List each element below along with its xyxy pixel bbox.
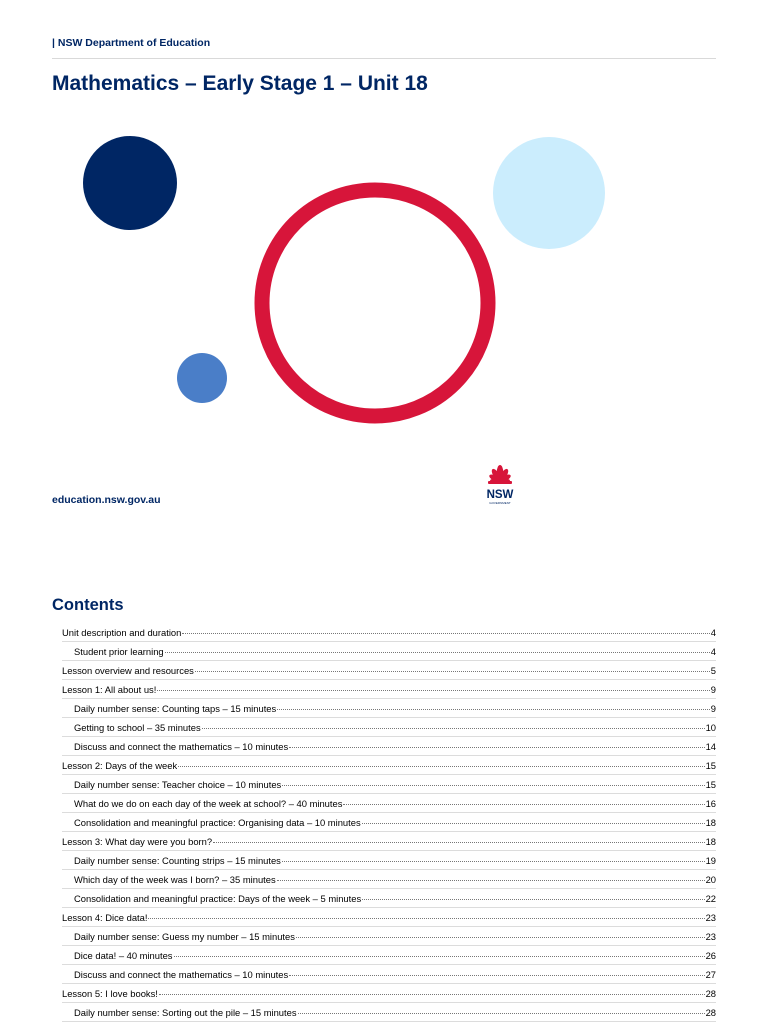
toc-entry-title: Lesson 3: What day were you born? <box>62 835 213 847</box>
toc-entry[interactable] <box>62 851 716 870</box>
toc-leader-dots <box>157 684 709 691</box>
document-title: Mathematics – Early Stage 1 – Unit 18 <box>52 72 428 95</box>
toc-page-number: 19 <box>705 854 716 866</box>
toc-entry[interactable] <box>62 737 716 756</box>
decorative-circles-graphic <box>52 117 716 435</box>
toc-page-number: 28 <box>705 1006 716 1018</box>
toc-page-number: 15 <box>705 778 716 790</box>
table-of-contents <box>62 623 716 1022</box>
toc-page-number: 9 <box>710 702 716 714</box>
toc-entry-title: Consolidation and meaningful practice: Organising data – 10 minutes <box>74 816 361 828</box>
mid-blue-circle <box>177 353 227 403</box>
toc-page-number: 23 <box>705 930 716 942</box>
toc-entry-title: Lesson 1: All about us! <box>62 683 157 695</box>
toc-entry[interactable] <box>62 756 716 775</box>
toc-entry[interactable] <box>62 927 716 946</box>
toc-leader-dots <box>343 798 704 805</box>
toc-leader-dots <box>178 760 704 767</box>
nsw-government-logo <box>474 463 526 509</box>
logo-wordmark: NSW <box>486 489 514 501</box>
toc-page-number: 4 <box>710 645 716 657</box>
toc-leader-dots <box>282 779 704 786</box>
toc-leader-dots <box>202 722 705 729</box>
toc-entry[interactable] <box>62 1003 716 1022</box>
toc-entry-title: What do we do on each day of the week at school? – 40 minutes <box>74 797 343 809</box>
toc-leader-dots <box>362 817 705 824</box>
toc-leader-dots <box>174 950 705 957</box>
toc-entry-title: Dice data! – 40 minutes <box>74 949 173 961</box>
toc-page-number: 20 <box>705 873 716 885</box>
toc-entry[interactable] <box>62 718 716 737</box>
toc-entry-title: Which day of the week was I born? – 35 minutes <box>74 873 276 885</box>
toc-entry[interactable] <box>62 984 716 1003</box>
toc-page-number: 26 <box>705 949 716 961</box>
toc-entry-title: Daily number sense: Sorting out the pile – 15 minutes <box>74 1006 297 1018</box>
toc-entry-title: Daily number sense: Counting strips – 15 minutes <box>74 854 281 866</box>
contents-heading: Contents <box>52 596 124 614</box>
toc-entry-title: Discuss and connect the mathematics – 10 minutes <box>74 740 289 752</box>
toc-leader-dots <box>282 855 705 862</box>
header-divider <box>52 58 716 59</box>
department-header: | NSW Department of Education <box>52 37 211 49</box>
toc-entry-title: Lesson 4: Dice data! <box>62 911 148 923</box>
toc-page-number: 23 <box>705 911 716 923</box>
toc-leader-dots <box>289 741 704 748</box>
logo-subtext: GOVERNMENT <box>489 501 511 505</box>
light-blue-circle <box>493 137 605 249</box>
toc-entry-title: Daily number sense: Guess my number – 15 minutes <box>74 930 295 942</box>
toc-entry[interactable] <box>62 965 716 984</box>
toc-entry-title: Getting to school – 35 minutes <box>74 721 201 733</box>
toc-page-number: 16 <box>705 797 716 809</box>
toc-page-number: 15 <box>705 759 716 771</box>
toc-leader-dots <box>195 665 710 672</box>
toc-entry[interactable] <box>62 889 716 908</box>
toc-entry[interactable] <box>62 680 716 699</box>
toc-page-number: 27 <box>705 968 716 980</box>
toc-entry[interactable] <box>62 699 716 718</box>
toc-entry[interactable] <box>62 813 716 832</box>
toc-leader-dots <box>277 703 710 710</box>
toc-page-number: 18 <box>705 816 716 828</box>
toc-entry[interactable] <box>62 661 716 680</box>
toc-page-number: 22 <box>705 892 716 904</box>
toc-entry[interactable] <box>62 775 716 794</box>
red-ring <box>262 190 488 416</box>
toc-entry-title: Lesson 2: Days of the week <box>62 759 178 771</box>
toc-entry[interactable] <box>62 832 716 851</box>
toc-page-number: 18 <box>705 835 716 847</box>
toc-leader-dots <box>213 836 704 843</box>
toc-leader-dots <box>165 646 710 653</box>
toc-entry-title: Daily number sense: Counting taps – 15 minutes <box>74 702 277 714</box>
toc-entry-title: Consolidation and meaningful practice: Days of the week – 5 minutes <box>74 892 362 904</box>
toc-page-number: 14 <box>705 740 716 752</box>
toc-entry-title: Lesson overview and resources <box>62 664 194 676</box>
toc-leader-dots <box>362 893 704 900</box>
toc-entry-title: Daily number sense: Teacher choice – 10 minutes <box>74 778 282 790</box>
toc-page-number: 9 <box>710 683 716 695</box>
toc-leader-dots <box>277 874 705 881</box>
toc-entry-title: Discuss and connect the mathematics – 10 minutes <box>74 968 289 980</box>
toc-leader-dots <box>289 969 704 976</box>
toc-leader-dots <box>148 912 704 919</box>
toc-page-number: 5 <box>710 664 716 676</box>
toc-entry[interactable] <box>62 642 716 661</box>
toc-page-number: 10 <box>705 721 716 733</box>
toc-entry[interactable] <box>62 794 716 813</box>
toc-leader-dots <box>182 627 709 634</box>
toc-leader-dots <box>298 1007 705 1014</box>
toc-entry[interactable] <box>62 908 716 927</box>
toc-entry-title: Student prior learning <box>74 645 164 657</box>
toc-leader-dots <box>159 988 705 995</box>
toc-entry[interactable] <box>62 870 716 889</box>
website-link[interactable]: education.nsw.gov.au <box>52 494 161 506</box>
toc-entry[interactable] <box>62 946 716 965</box>
toc-entry-title: Unit description and duration <box>62 626 182 638</box>
toc-leader-dots <box>296 931 705 938</box>
toc-page-number: 4 <box>710 626 716 638</box>
toc-entry[interactable] <box>62 623 716 642</box>
navy-circle <box>83 136 177 230</box>
toc-page-number: 28 <box>705 987 716 999</box>
toc-entry-title: Lesson 5: I love books! <box>62 987 158 999</box>
